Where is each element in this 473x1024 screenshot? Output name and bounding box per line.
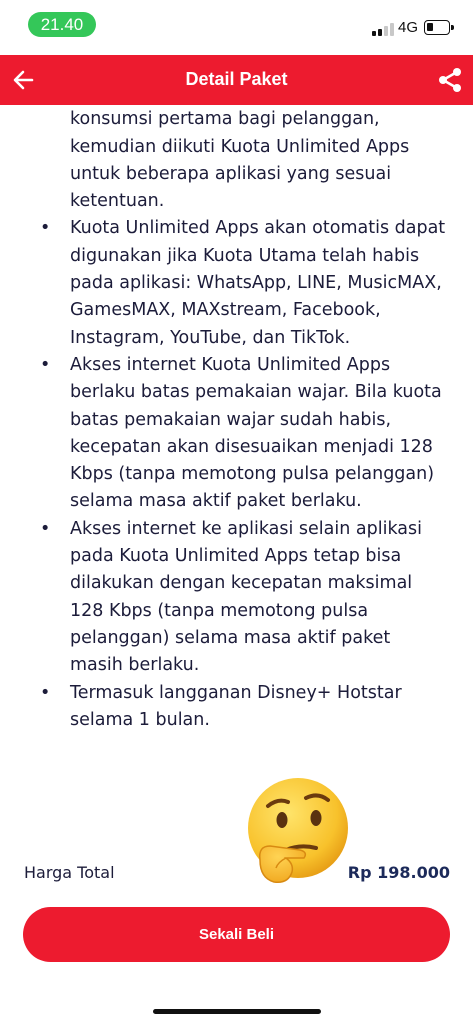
- list-item-text: Kuota Unlimited Apps akan otomatis dapat digunakan jika Kuota Utama telah habis pada aplikasi: WhatsApp, LINE, MusicMAX, GamesMAX, MAXstream, Facebook, Instagram, YouTube, dan TikTok.: [70, 218, 446, 348]
- thinking-face-emoji: [242, 776, 354, 888]
- list-item: [0, 105, 473, 215]
- list-item-text: Akses internet Kuota Unlimited Apps berlaku batas pemakaian wajar. Bila kuota batas pemakaian wajar sudah habis, kecepatan akan disesuaikan menjadi 128 Kbps (tanpa memotong pulsa pelanggan) selama masa aktif paket berlaku.: [70, 354, 442, 512]
- total-price-label: Harga Total: [24, 863, 115, 882]
- list-item: [0, 680, 473, 735]
- app-bar: [0, 55, 473, 105]
- share-icon: [436, 66, 464, 94]
- share-button[interactable]: [436, 66, 464, 94]
- list-bullet: •: [40, 682, 51, 703]
- list-item: [0, 516, 473, 680]
- battery-icon: [424, 20, 450, 35]
- home-indicator: [153, 1009, 321, 1014]
- list-bullet: •: [40, 354, 51, 375]
- total-price-value: Rp 198.000: [347, 863, 450, 882]
- status-time: 21.40: [28, 12, 96, 37]
- signal-strength-icon: [372, 23, 394, 36]
- list-bullet: •: [40, 518, 51, 539]
- list-item: [0, 352, 473, 516]
- package-detail-content[interactable]: [0, 105, 473, 825]
- list-bullet: •: [40, 218, 51, 239]
- network-type: 4G: [398, 19, 419, 36]
- list-item-text: Akses internet ke aplikasi selain aplikasi pada Kuota Unlimited Apps tetap bisa dilakukan dengan kecepatan maksimal 128 Kbps (tanpa memotong pulsa pelanggan) selama masa aktif paket masih berlaku.: [70, 518, 422, 676]
- status-bar: [0, 0, 473, 55]
- list-item-text: konsumsi pertama bagi pelanggan, kemudian diikuti Kuota Unlimited Apps untuk beberapa aplikasi yang sesuai ketentuan.: [70, 109, 410, 212]
- list-item-text: Termasuk langganan Disney+ Hotstar selama 1 bulan.: [70, 682, 402, 730]
- list-item: [0, 215, 473, 351]
- terms-list: [0, 105, 473, 734]
- page-title: Detail Paket: [185, 69, 288, 89]
- buy-once-button[interactable]: Sekali Beli: [23, 907, 450, 962]
